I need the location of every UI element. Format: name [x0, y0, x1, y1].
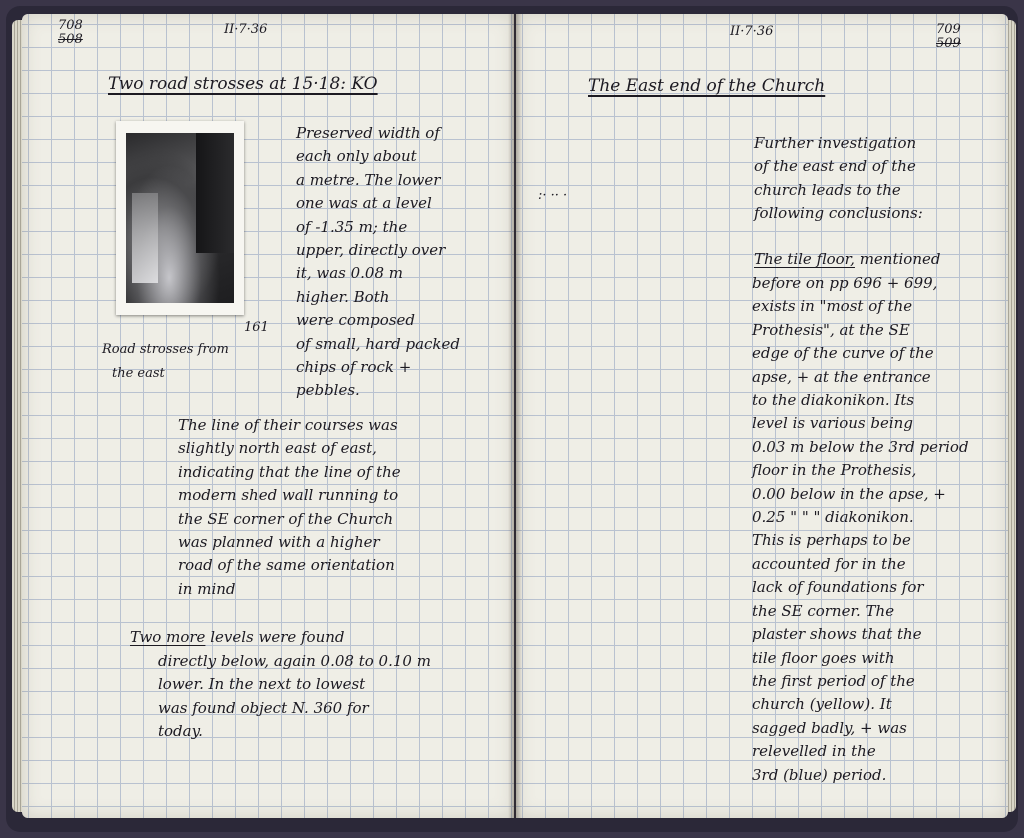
- text-line: of the east end of the: [754, 157, 916, 176]
- right-page: [516, 14, 1008, 818]
- text-line: slightly north east of east,: [178, 439, 377, 458]
- text-line: This is perhaps to be: [752, 531, 911, 550]
- text-line: plaster shows that the: [752, 625, 922, 644]
- text-line: to the diakonikon. Its: [752, 391, 915, 410]
- text-line: The line of their courses was: [178, 416, 398, 434]
- text-line: edge of the curve of the: [752, 344, 934, 363]
- text-line: accounted for in the: [752, 554, 906, 573]
- two-more-rest: levels were found: [205, 628, 345, 646]
- left-text-block-3: [158, 650, 431, 744]
- right-text-block-2-first-line: [754, 248, 940, 271]
- text-line: of small, hard packed: [296, 334, 461, 353]
- two-more-heading: Two more: [130, 628, 206, 646]
- photo-image: [126, 133, 234, 303]
- text-line: it, was 0.08 m: [296, 264, 403, 283]
- text-line: the SE corner of the Church: [178, 509, 394, 528]
- text-line: the first period of the: [752, 671, 915, 690]
- text-line: 0.25 " " " diakonikon.: [752, 508, 914, 527]
- right-text-block-2: [752, 272, 969, 787]
- book-gutter: [508, 14, 522, 818]
- text-line: 0.00 below in the apse, +: [752, 484, 946, 503]
- left-text-block-1: [296, 122, 460, 403]
- text-line: the SE corner. The: [752, 601, 895, 620]
- photo-caption: Road strosses from: [102, 342, 229, 357]
- text-line: was planned with a higher: [178, 533, 380, 552]
- photo-number: 161: [244, 320, 269, 335]
- text-line: were composed: [296, 311, 415, 330]
- text-line: a metre. The lower: [296, 170, 441, 189]
- text-line: before on pp 696 + 699,: [752, 274, 938, 292]
- text-line: of -1.35 m; the: [296, 217, 408, 236]
- photo-caption-2: the east: [112, 366, 165, 381]
- text-line: higher. Both: [296, 287, 390, 306]
- right-page-title: The East end of the Church: [588, 76, 826, 96]
- text-line: each only about: [296, 147, 417, 166]
- left-page-number: 708: [58, 18, 83, 33]
- text-line: sagged badly, + was: [752, 718, 907, 737]
- excavation-photo: [116, 121, 244, 315]
- text-line: modern shed wall running to: [178, 486, 399, 505]
- text-line: church (yellow). It: [752, 695, 892, 714]
- text-line: Preserved width of: [296, 124, 440, 142]
- tile-floor-heading: The tile floor,: [754, 250, 855, 268]
- text-line: directly below, again 0.08 to 0.10 m: [158, 652, 431, 670]
- right-page-number: 709: [936, 22, 961, 37]
- tile-floor-rest: mentioned: [854, 250, 941, 268]
- text-line: church leads to the: [754, 180, 901, 199]
- text-line: floor in the Prothesis,: [752, 461, 917, 480]
- text-line: exists in "most of the: [752, 297, 913, 316]
- left-page: [22, 14, 514, 818]
- text-line: 0.03 m below the 3rd period: [752, 437, 969, 456]
- text-line: 3rd (blue) period.: [752, 765, 887, 784]
- right-margin-note: :· ·· ·: [538, 188, 568, 203]
- text-line: one was at a level: [296, 194, 432, 213]
- text-line: pebbles.: [296, 381, 360, 400]
- left-page-number-struck: 508: [58, 32, 83, 47]
- left-page-date: II·7·36: [224, 22, 268, 37]
- text-line: chips of rock +: [296, 358, 412, 377]
- text-line: lack of foundations for: [752, 578, 924, 597]
- text-line: apse, + at the entrance: [752, 367, 931, 386]
- text-line: in mind: [178, 579, 236, 598]
- text-line: level is various being: [752, 414, 913, 433]
- text-line: lower. In the next to lowest: [158, 675, 366, 694]
- text-line: indicating that the line of the: [178, 462, 401, 481]
- left-page-title: Two road strosses at 15·18: KO: [108, 74, 378, 94]
- text-line: following conclusions:: [754, 204, 923, 223]
- right-page-date: II·7·36: [730, 24, 774, 39]
- text-line: road of the same orientation: [178, 556, 395, 575]
- text-line: tile floor goes with: [752, 648, 895, 667]
- left-text-block-2: [178, 414, 401, 601]
- text-line: was found object N. 360 for: [158, 698, 369, 717]
- left-text-block-3-first-line: [130, 626, 345, 649]
- text-line: today.: [158, 722, 203, 741]
- right-text-block-1: [754, 132, 923, 226]
- text-line: Further investigation: [754, 134, 917, 152]
- text-line: Prothesis", at the SE: [752, 320, 910, 339]
- text-line: upper, directly over: [296, 241, 446, 260]
- text-line: relevelled in the: [752, 742, 876, 761]
- right-page-number-struck: 509: [936, 36, 961, 51]
